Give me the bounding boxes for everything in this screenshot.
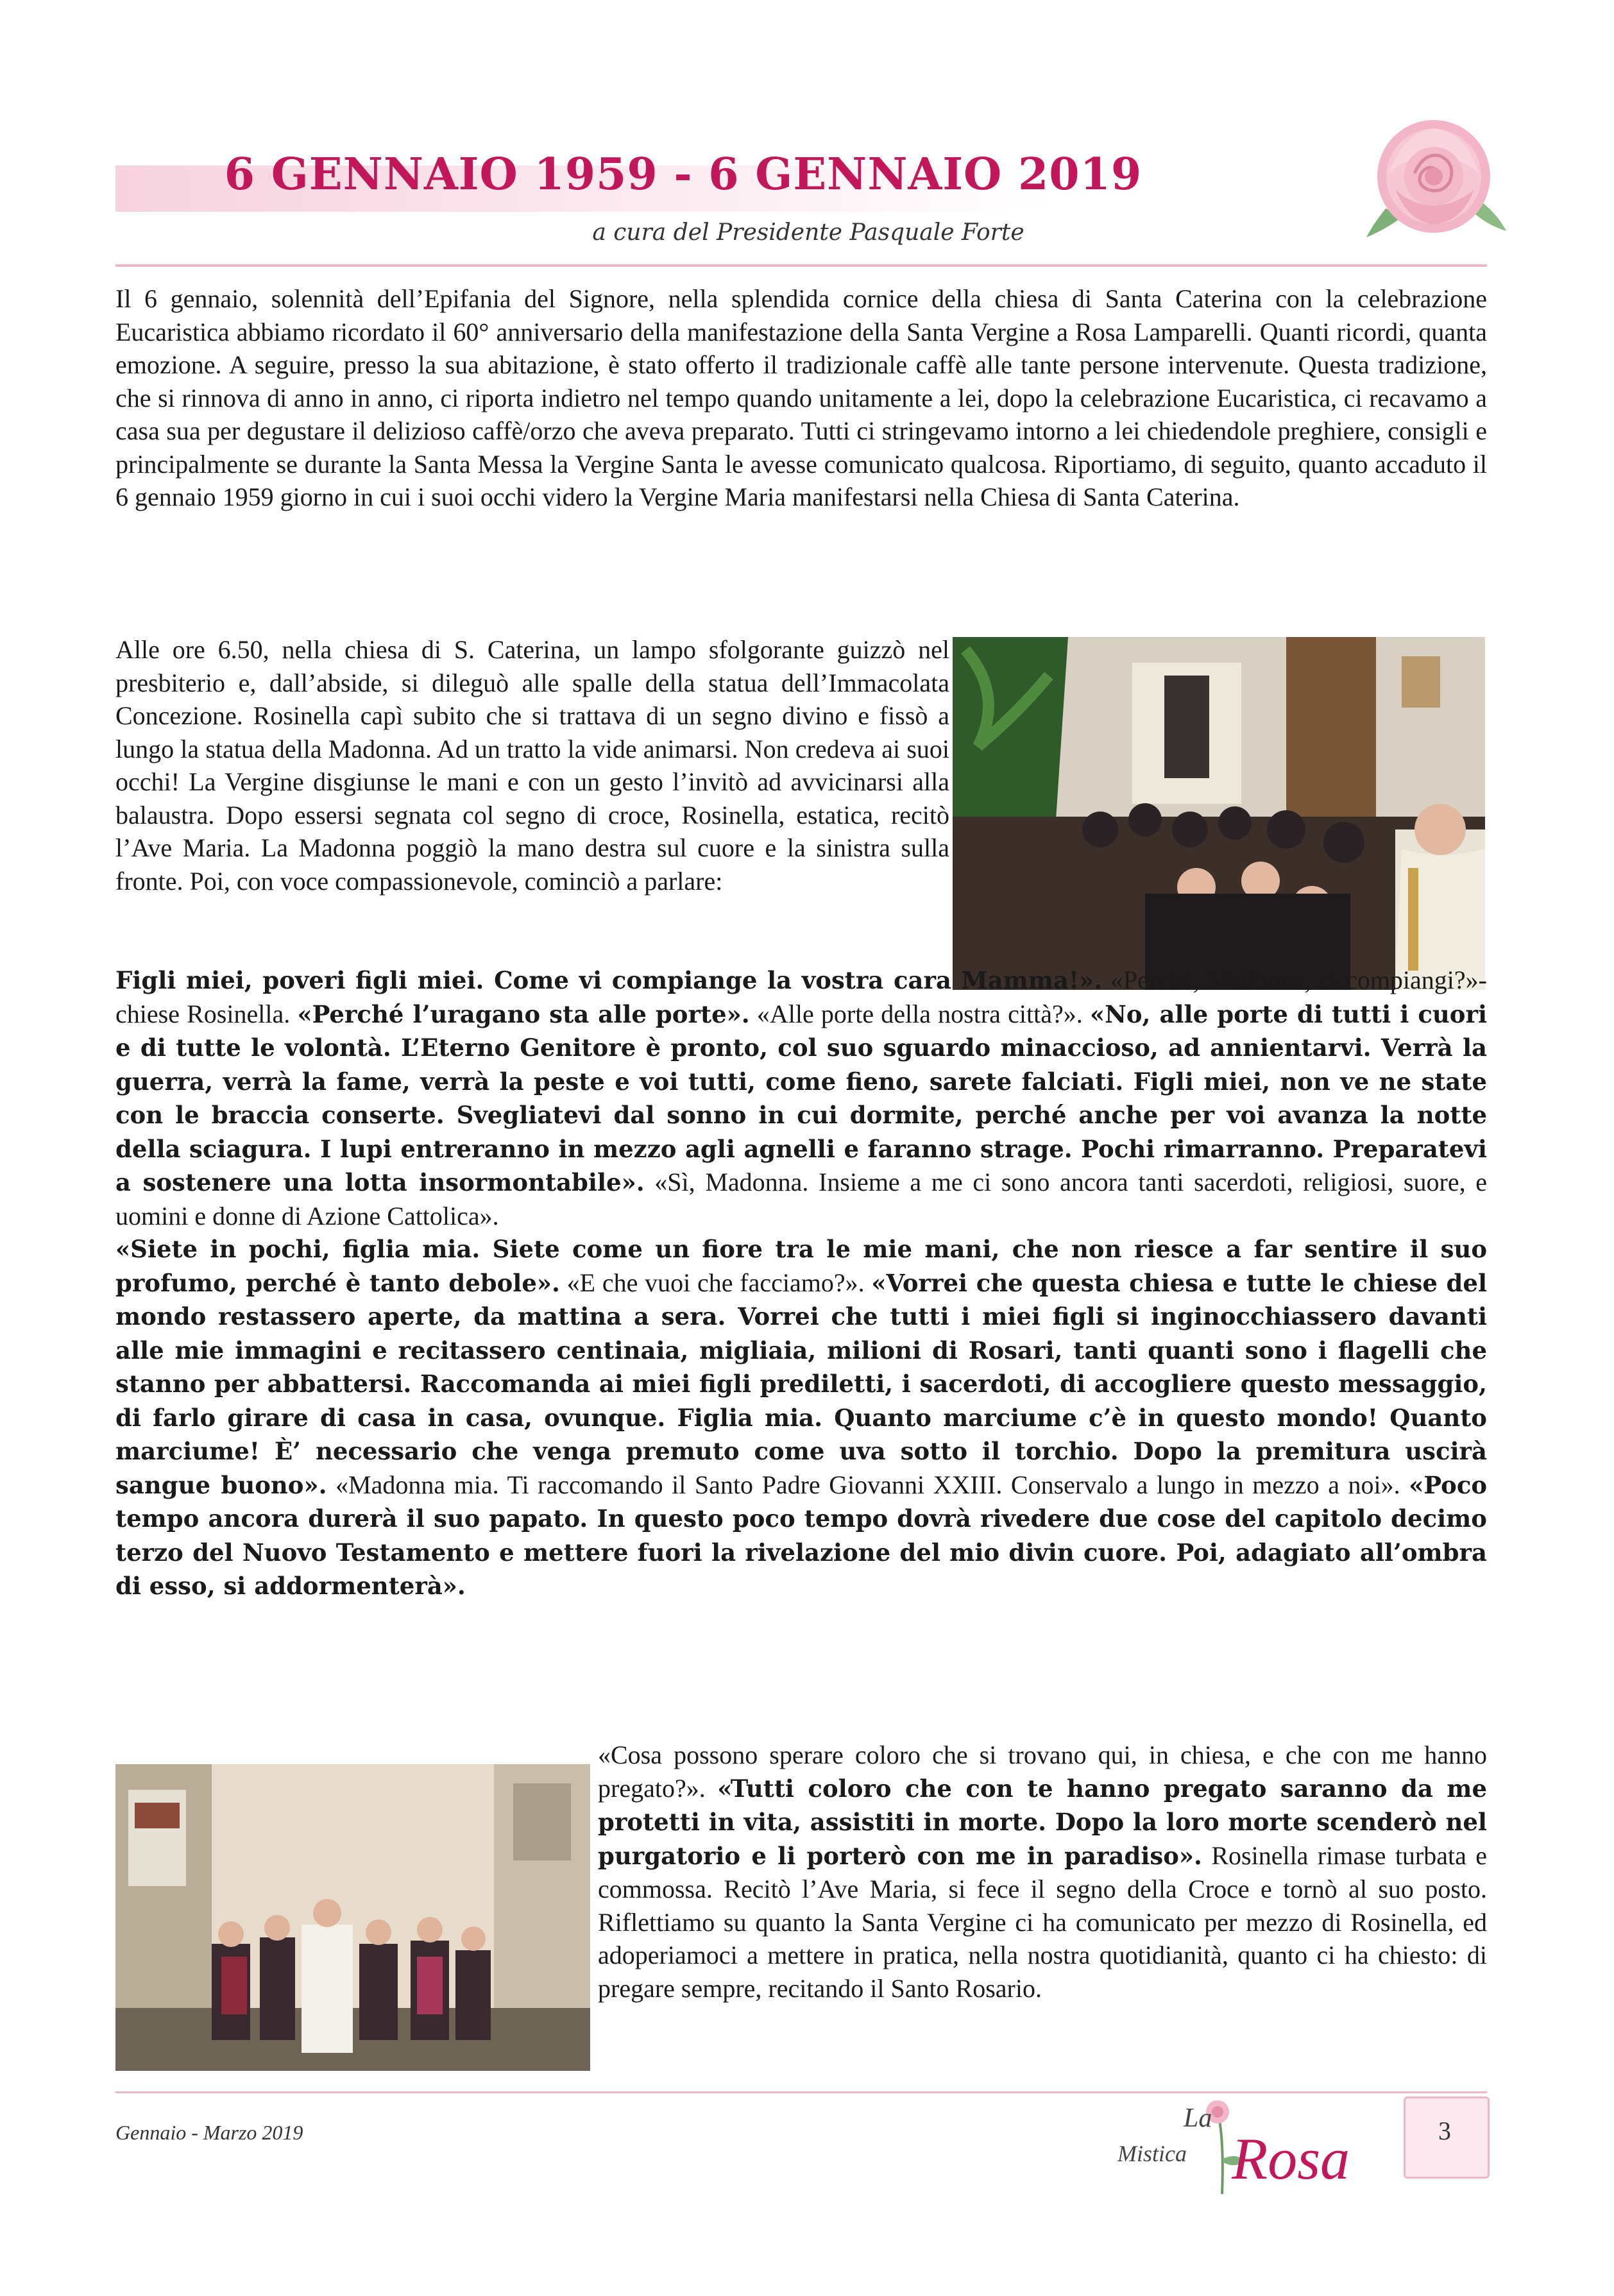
- madonna-quote-7: «Tutti coloro che con te hanno pregato saranno da me protetti in vita, assistiti in morte. Dopo la loro morte scenderò nel purgatorio e li porterò con me in paradiso».: [598, 1774, 1488, 1870]
- logo-word-rosa: Rosa: [1232, 2126, 1350, 2191]
- page-number: 3: [1438, 2116, 1451, 2145]
- logo-word-mistica: Mistica: [1117, 2141, 1187, 2166]
- reply-1: «Perché, Madonna, ci compiangi?»- chiese Rosinella.: [115, 965, 1487, 1028]
- paragraph-intro: [115, 282, 1487, 514]
- madonna-quote-4: «Siete in pochi, figlia mia. Siete come un fiore tra le mie mani, che non riesce a far sentire il suo profumo, perché è tanto debole».: [115, 1235, 1487, 1297]
- madonna-quote-2: «Perché l’uragano sta alle porte».: [297, 999, 750, 1028]
- rose-icon: [1360, 112, 1508, 241]
- reply-3: «Sì, Madonna. Insieme a me ci sono ancora tanti sacerdoti, religiosi, suore, e uomini e donne di Azione Cattolica».: [115, 1168, 1488, 1230]
- header-rule: [115, 264, 1487, 267]
- byline: a cura del Presidente Pasquale Forte: [592, 219, 1024, 246]
- paragraph-apparition: [115, 633, 949, 897]
- reply-4: «E che vuoi che facciamo?».: [566, 1268, 865, 1297]
- reply-2: «Alle porte della nostra città?».: [756, 999, 1083, 1028]
- footer-rule: [115, 2091, 1487, 2093]
- madonna-quote-3: «No, alle porte di tutti i cuori e di tutte le volontà. L’Eterno Genitore è pronto, col suo sguardo minaccioso, ad annientarvi. Verrà la guerra, verrà la fame, verrà la peste e voi tutti, come fieno, sarete falciati. Figli miei, non ve ne state con le braccia conserte. Svegliatevi dal sonno in cui dormite, perché anche per voi avanza la notte della sciagura. I lupi entreranno in mezzo agli agnelli e faranno strage. Pochi rimarranno. Preparatevi a sostenere una lotta insormontabile».: [115, 999, 1488, 1196]
- reply-5: «Madonna mia. Ti raccomando il Santo Padre Giovanni XXIII. Conservalo a lungo in mezzo a noi».: [336, 1470, 1400, 1499]
- madonna-quote-5: «Vorrei che questa chiesa e tutte le chiese del mondo restassero aperte, da mattina a sera. Vorrei che tutti i miei figli si inginocchiassero davanti alle mie immagini e recitassero centinaia, migliaia, milioni di Rosari, tanti quanti sono i flagelli che stanno per abbattersi. Raccomanda ai miei figli prediletti, i sacerdoti, di accogliere questo messaggio, di farlo girare di casa in casa, ovunque. Figlia mia. Quanto marciume c’è in questo mondo! Quanto marciume! È’ necessario che venga premuto come uva sotto il torchio. Dopo la premitura uscirà sangue buono».: [115, 1268, 1488, 1499]
- apparition-text: Alle ore 6.50, nella chiesa di S. Caterina, un lampo sfolgorante guizzò nel presbiterio e, dall’abside, si dileguò alle spalle della statua dell’Immacolata Concezione. Rosinella capì subito che si trattava di un segno divino e fissò a lungo la statua della Madonna. Ad un tratto la vide animarsi. Non credeva ai suoi occhi! La Vergine disgiunse le mani e con un gesto l’invitò ad avvicinarsi alla balaustra. Dopo essersi segnata col segno di croce, Rosinella, estatica, recitò l’Ave Maria. La Madonna poggiò la mano destra sul cuore e la sinistra sulla fronte. Poi, con voce compassionevole, cominciò a parlare:: [115, 635, 949, 896]
- paragraph-closing: [598, 1739, 1487, 2005]
- issue-date: Gennaio - Marzo 2019: [115, 2121, 303, 2144]
- logo-word-la: La: [1184, 2104, 1212, 2133]
- closing-text: Rosinella rimase turbata e commossa. Recitò l’Ave Maria, si fece il segno della Croce e tornò al suo posto. Riflettiamo su quanto la Santa Vergine ci ha comunicato per mezzo di Rosinella, ed adoperiamoci a mettere in pratica, nella nostra quotidianità, quanto ci ha chiesto: di pregare sempre, recitando il Santo Rosario.: [598, 1841, 1488, 2003]
- paragraph-dialogue: [115, 964, 1487, 1603]
- madonna-quote-1: Figli miei, poveri figli miei. Come vi compiange la vostra cara Mamma!».: [115, 966, 1103, 994]
- procession-photo: [115, 1764, 590, 2071]
- madonna-quote-6: «Poco tempo ancora durerà il suo papato. In questo poco tempo dovrà rivedere due cose del capitolo decimo terzo del Nuovo Testamento e mettere fuori la rivelazione del mio divin cuore. Poi, adagiato all’ombra di esso, si addormenterà».: [115, 1470, 1488, 1600]
- page-title: 6 GENNAIO 1959 - 6 GENNAIO 2019: [224, 149, 1143, 200]
- reply-6: «Cosa possono sperare coloro che si trovano qui, in chiesa, e che con me hanno pregato?».: [598, 1740, 1487, 1803]
- intro-text: Il 6 gennaio, solennità dell’Epifania del Signore, nella splendida cornice della chiesa di Santa Caterina con la celebrazione Eucaristica abbiamo ricordato il 60° anniversario della manifestazione della Santa Vergine a Rosa Lamparelli. Quanti ricordi, quanta emozione. A seguire, presso la sua abitazione, è stato offerto il tradizionale caffè alle tante persone intervenute. Questa tradizione, che si rinnova di anno in anno, ci riporta indietro nel tempo quando unitamente a lei, dopo la celebrazione Eucaristica, ci recavamo a casa sua per degustare il delizioso caffè/orzo che aveva preparato. Tutti ci stringevamo intorno a lei chiedendole preghiere, consigli e principalmente se durante la Santa Messa la Vergine Santa le avesse comunicato qualcosa. Riportiamo, di seguito, quanto accaduto il 6 gennaio 1959 giorno in cui i suoi occhi videro la Vergine Maria manifestarsi nella Chiesa di Santa Caterina.: [115, 284, 1487, 511]
- church-photo: [953, 637, 1485, 990]
